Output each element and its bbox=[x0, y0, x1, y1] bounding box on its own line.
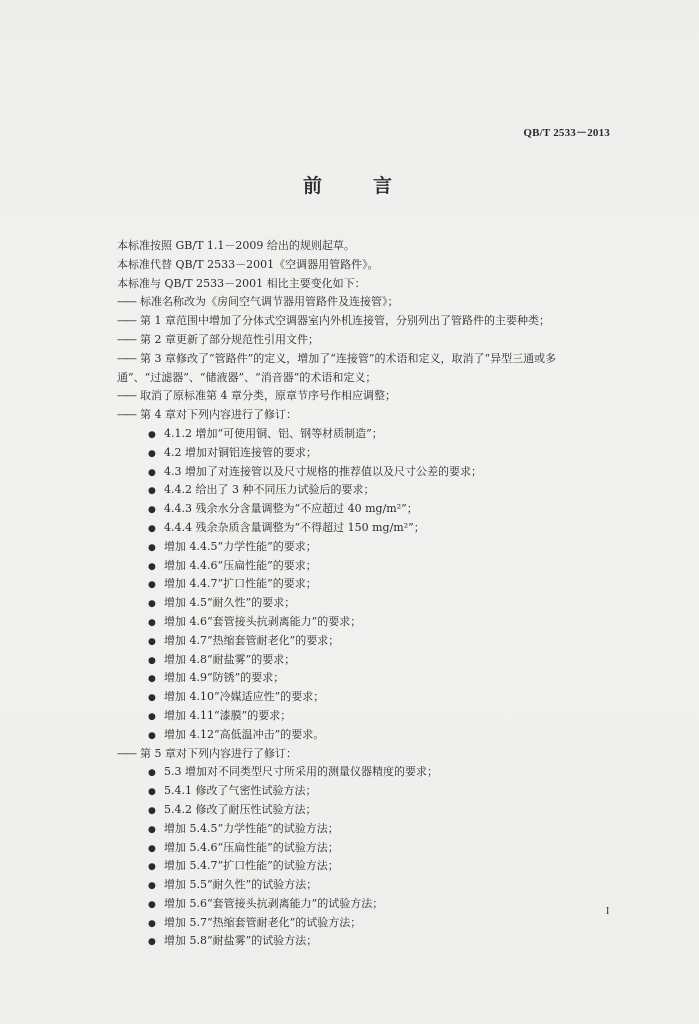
bullet-item bbox=[117, 707, 627, 726]
change-item: ——第 4 章对下列内容进行了修订： bbox=[117, 406, 627, 425]
bullet-item bbox=[117, 519, 627, 538]
bullet-item bbox=[117, 801, 627, 820]
bullet-icon: ● bbox=[148, 542, 156, 553]
dash-marker bbox=[117, 293, 137, 312]
change-item: ——第 1 章范围中增加了分体式空调器室内外机连接管，分别列出了管路件的主要种类； bbox=[117, 312, 627, 331]
document-body bbox=[117, 237, 627, 951]
bullet-icon: ● bbox=[148, 617, 156, 628]
bullet-icon: ● bbox=[148, 599, 156, 610]
bullet-icon: ● bbox=[148, 787, 156, 798]
bullet-text: 增加 4.4.7“扩口性能”的要求； bbox=[164, 577, 317, 591]
intro-line: 本标准代替 QB/T 2533－2001《空调器用管路件》。 bbox=[117, 257, 379, 271]
bullet-item bbox=[117, 575, 627, 594]
bullet-item bbox=[117, 857, 627, 876]
bullet-item bbox=[117, 500, 627, 519]
bullet-text: 增加 4.9“防锈”的要求； bbox=[164, 671, 285, 685]
bullet-icon: ● bbox=[148, 805, 156, 816]
bullet-text: 增加 5.4.7“扩口性能”的试验方法； bbox=[164, 859, 339, 873]
bullet-icon: ● bbox=[148, 505, 156, 516]
change-item: ——第 2 章更新了部分规范性引用文件； bbox=[117, 331, 627, 350]
bullet-text: 增加 4.5“耐久性”的要求； bbox=[164, 596, 296, 610]
bullet-item bbox=[117, 425, 627, 444]
bullet-icon: ● bbox=[148, 523, 156, 534]
bullet-text: 4.4.4 残余杂质含量调整为“不得超过 150 mg/m²”； bbox=[164, 520, 425, 534]
bullet-icon: ● bbox=[148, 881, 156, 892]
bullet-text: 增加 4.4.5“力学性能”的要求； bbox=[164, 539, 317, 553]
bullet-icon: ● bbox=[148, 429, 156, 440]
bullet-text: 4.4.3 残余水分含量调整为“不应超过 40 mg/m²”； bbox=[164, 502, 418, 516]
bullet-item bbox=[117, 782, 627, 801]
bullet-text: 4.1.2 增加“可使用铜、铝、钢等材质制造”； bbox=[164, 426, 383, 440]
bullet-icon: ● bbox=[148, 636, 156, 647]
bullet-text: 增加 4.8“耐盐雾”的要求； bbox=[164, 652, 296, 666]
bullet-item bbox=[117, 651, 627, 670]
bullet-icon: ● bbox=[148, 486, 156, 497]
intro-line: 本标准与 QB/T 2533－2001 相比主要变化如下： bbox=[117, 276, 366, 290]
bullet-item bbox=[117, 669, 627, 688]
bullet-icon: ● bbox=[148, 467, 156, 478]
bullet-text: 4.4.2 给出了 3 种不同压力试验后的要求； bbox=[164, 483, 375, 497]
bullet-text: 增加 5.4.5“力学性能”的试验方法； bbox=[164, 821, 339, 835]
bullet-text: 增加 5.4.6“压扁性能”的试验方法； bbox=[164, 840, 339, 854]
bullet-icon: ● bbox=[148, 561, 156, 572]
bullet-text: 增加 4.6“套管接头抗剥离能力”的要求； bbox=[164, 614, 362, 628]
bullet-text: 增加 5.6“套管接头抗剥离能力”的试验方法； bbox=[164, 896, 384, 910]
bullet-icon: ● bbox=[148, 693, 156, 704]
change-item: ——第 3 章修改了“管路件”的定义，增加了“连接管”的术语和定义，取消了“异型三通或多 bbox=[117, 350, 627, 369]
change-item: ——第 5 章对下列内容进行了修订： bbox=[117, 745, 627, 764]
page-title: 前 言 bbox=[302, 175, 408, 197]
bullet-item bbox=[117, 594, 627, 613]
bullet-icon: ● bbox=[148, 730, 156, 741]
bullet-text: 增加 4.10“冷媒适应性”的要求； bbox=[164, 690, 325, 704]
bullet-icon: ● bbox=[148, 711, 156, 722]
bullet-text: 5.3 增加对不同类型尺寸所采用的测量仪器精度的要求； bbox=[164, 765, 438, 779]
bullet-text: 增加 5.7“热缩套管耐老化”的试验方法； bbox=[164, 915, 362, 929]
bullet-icon: ● bbox=[148, 448, 156, 459]
dash-marker bbox=[117, 406, 137, 425]
bullet-item bbox=[117, 613, 627, 632]
bullet-item bbox=[117, 444, 627, 463]
bullet-icon: ● bbox=[148, 862, 156, 873]
bullet-item bbox=[117, 914, 627, 933]
bullet-text: 4.3 增加了对连接管以及尺寸规格的推荐值以及尺寸公差的要求； bbox=[164, 464, 482, 478]
bullet-item bbox=[117, 557, 627, 576]
bullet-item bbox=[117, 876, 627, 895]
dash-marker bbox=[117, 350, 137, 369]
dash-marker bbox=[117, 387, 137, 406]
bullet-icon: ● bbox=[148, 674, 156, 685]
bullet-text: 增加 4.7“热缩套管耐老化”的要求； bbox=[164, 633, 340, 647]
dash-marker bbox=[117, 745, 137, 764]
bullet-item bbox=[117, 688, 627, 707]
bullet-item bbox=[117, 538, 627, 557]
change-item: ——取消了原标准第 4 章分类，原章节序号作相应调整； bbox=[117, 387, 627, 406]
bullet-icon: ● bbox=[148, 937, 156, 948]
bullet-icon: ● bbox=[148, 899, 156, 910]
bullet-item bbox=[117, 763, 627, 782]
bullet-item bbox=[117, 895, 627, 914]
change-item-continuation: 通”、“过滤器”、“储液器”、“消音器”的术语和定义； bbox=[117, 370, 377, 384]
bullet-icon: ● bbox=[148, 655, 156, 666]
bullet-icon: ● bbox=[148, 580, 156, 591]
page-number: I bbox=[606, 906, 610, 917]
bullet-item bbox=[117, 463, 627, 482]
bullet-text: 5.4.1 修改了气密性试验方法； bbox=[164, 784, 317, 798]
bullet-text: 4.2 增加对铜铝连接管的要求； bbox=[164, 445, 317, 459]
bullet-icon: ● bbox=[148, 824, 156, 835]
bullet-item bbox=[117, 726, 627, 745]
bullet-item bbox=[117, 820, 627, 839]
bullet-item bbox=[117, 632, 627, 651]
bullet-text: 增加 4.12“高低温冲击”的要求。 bbox=[164, 727, 325, 741]
dash-marker bbox=[117, 312, 137, 331]
bullet-item bbox=[117, 839, 627, 858]
bullet-icon: ● bbox=[148, 768, 156, 779]
chapter5-list bbox=[117, 763, 627, 951]
bullet-icon: ● bbox=[148, 918, 156, 929]
bullet-item bbox=[117, 481, 627, 500]
bullet-icon: ● bbox=[148, 843, 156, 854]
bullet-text: 增加 5.8“耐盐雾”的试验方法； bbox=[164, 934, 318, 948]
bullet-item bbox=[117, 932, 627, 951]
intro-line: 本标准按照 GB/T 1.1－2009 给出的规则起草。 bbox=[117, 239, 355, 252]
change-item: ——标准名称改为《房间空气调节器用管路件及连接管》； bbox=[117, 293, 627, 312]
dash-marker bbox=[117, 331, 137, 350]
bullet-text: 增加 4.4.6“压扁性能”的要求； bbox=[164, 558, 317, 572]
chapter4-list bbox=[117, 425, 627, 745]
bullet-text: 增加 5.5“耐久性”的试验方法； bbox=[164, 878, 318, 892]
bullet-text: 增加 4.11“漆膜”的要求； bbox=[164, 708, 292, 722]
bullet-text: 5.4.2 修改了耐压性试验方法； bbox=[164, 802, 317, 816]
standard-code: QB/T 2533－2013 bbox=[523, 127, 610, 139]
